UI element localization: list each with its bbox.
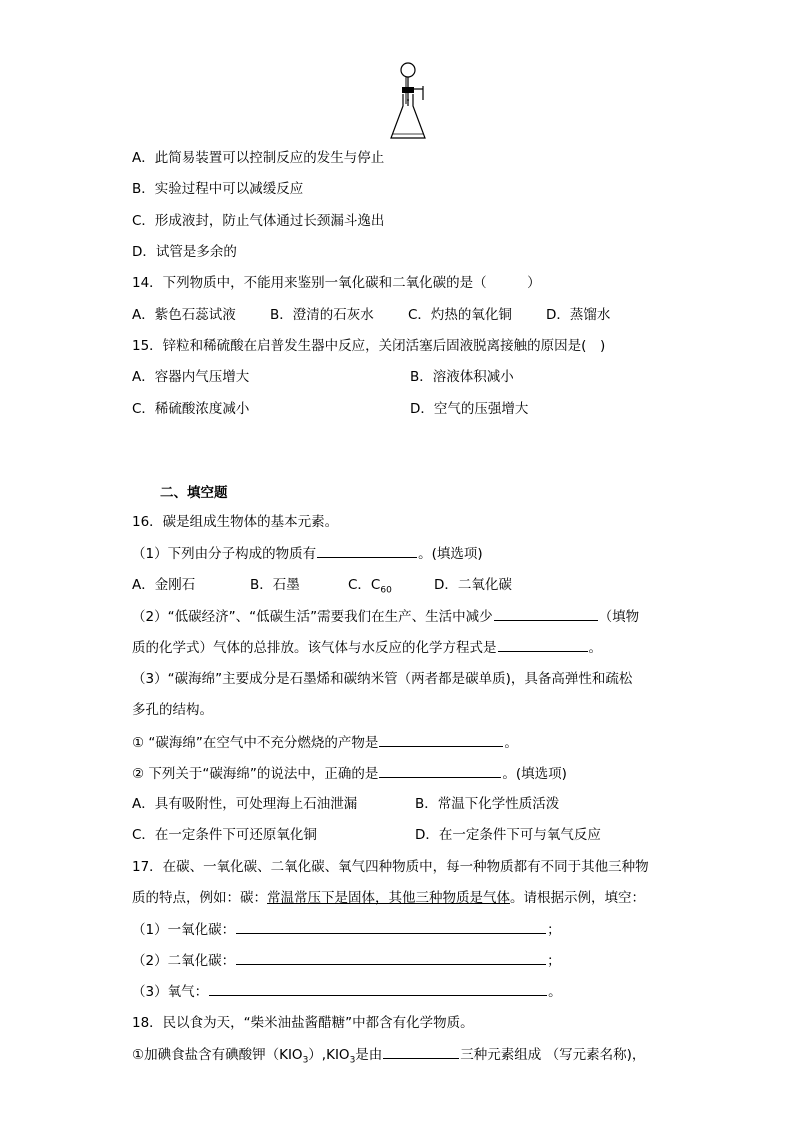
q17-item2-blank[interactable] bbox=[236, 950, 546, 965]
q16-part3-line2: 多孔的结构。 bbox=[132, 702, 213, 718]
q16-part1-option-a: A．金刚石 bbox=[132, 577, 196, 593]
q16-part1-prompt: （1）下列由分子构成的物质有 bbox=[132, 546, 317, 562]
q16-part3-option-d: D．在一定条件下可与氧气反应 bbox=[415, 827, 601, 843]
q18-stem: 18．民以食为天，“柴米油盐酱醋糖”中都含有化学物质。 bbox=[132, 1015, 474, 1031]
q16-part2-prompt2: 质的化学式）气体的总排放。该气体与水反应的化学方程式是 bbox=[132, 640, 497, 656]
q16-part3b-prompt: ② 下列关于“碳海绵”的说法中，正确的是 bbox=[132, 766, 379, 782]
q16-part1-blank[interactable] bbox=[317, 543, 417, 558]
q17-item3-label: （3）氧气： bbox=[132, 984, 209, 1000]
q18-part1 bbox=[132, 1044, 645, 1071]
q16-part1-option-d: D．二氧化碳 bbox=[434, 577, 512, 593]
q15-option-d: D．空气的压强增大 bbox=[410, 401, 529, 417]
q16-part3b bbox=[132, 763, 567, 784]
q18-part1-mid: ）,KIO bbox=[308, 1047, 350, 1063]
q16-part1-option-c-subscript: 60 bbox=[380, 585, 392, 596]
q16-part3a-end: 。 bbox=[504, 735, 518, 751]
q13-option-d: D．试管是多余的 bbox=[132, 244, 237, 260]
q18-part1-blank[interactable] bbox=[383, 1044, 459, 1059]
q14-option-c: C．灼热的氧化铜 bbox=[408, 307, 512, 323]
q17-item2 bbox=[132, 950, 561, 971]
q16-part1-option-b: B．石墨 bbox=[250, 577, 300, 593]
q16-part2-line1 bbox=[132, 606, 639, 627]
q16-part3-option-b: B．常温下化学性质活泼 bbox=[415, 796, 560, 812]
q14-options bbox=[132, 305, 610, 325]
q15-stem: 15．锌粒和稀硫酸在启普发生器中反应，关闭活塞后固液脱离接触的原因是( ) bbox=[132, 338, 606, 354]
q16-part3a-prompt: ① “碳海绵”在空气中不充分燃烧的产物是 bbox=[132, 735, 379, 751]
q16-part1-options bbox=[132, 575, 512, 601]
q16-part3b-blank[interactable] bbox=[379, 763, 501, 778]
q16-stem: 16．碳是组成生物体的基本元素。 bbox=[132, 514, 339, 530]
q16-part1-note: 。(填选项) bbox=[418, 546, 483, 562]
q16-part2-end: 。 bbox=[588, 640, 602, 656]
q17-item2-end: ； bbox=[547, 953, 561, 969]
q16-part3-option-a: A．具有吸附性，可处理海上石油泄漏 bbox=[132, 796, 358, 812]
q13-option-b: B．实验过程中可以减缓反应 bbox=[132, 181, 304, 197]
q14-option-d: D．蒸馏水 bbox=[546, 307, 611, 323]
q17-stem-line1: 17．在碳、一氧化碳、二氧化碳、氧气四种物质中，每一种物质都有不同于其他三种物 bbox=[132, 859, 649, 875]
section-title: 二、填空题 bbox=[160, 485, 228, 501]
q16-part3-line1: （3）“碳海绵”主要成分是石墨烯和碳纳米管（两者都是碳单质)，具备高弹性和疏松 bbox=[132, 671, 633, 687]
q15-option-a: A．容器内气压增大 bbox=[132, 369, 250, 385]
q16-part1-option-c bbox=[348, 575, 434, 601]
q15-option-a-row2: C．稀硫酸浓度减小 bbox=[132, 401, 250, 417]
q15-option-b: B．溶液体积减小 bbox=[410, 369, 514, 385]
q17-example-text: 常温常压下是固体，其他三种物质是气体 bbox=[267, 890, 510, 906]
q14-option-a: A．紫色石蕊试液 bbox=[132, 307, 236, 323]
q17-item1-end: ； bbox=[547, 922, 561, 938]
q17-example-prefix: 质的特点，例如：碳： bbox=[132, 890, 267, 906]
q17-stem-line2 bbox=[132, 888, 645, 908]
q16-part3a bbox=[132, 732, 518, 753]
q18-subscript-3b: 3 bbox=[349, 1055, 356, 1066]
flask-with-funnel-icon bbox=[383, 58, 443, 144]
q16-part1-option-c-text: C．C bbox=[348, 577, 381, 593]
q16-part1 bbox=[132, 543, 483, 564]
q17-item1 bbox=[132, 919, 561, 940]
q18-part1-prompt: ①加碘食盐含有碘酸钾（KIO bbox=[132, 1047, 303, 1063]
q17-instruction: 。请根据示例，填空： bbox=[510, 890, 645, 906]
q14-option-b: B．澄清的石灰水 bbox=[270, 307, 374, 323]
q13-option-c: C．形成液封，防止气体通过长颈漏斗逸出 bbox=[132, 213, 385, 229]
q17-item3-end: 。 bbox=[548, 984, 562, 1000]
q16-part2-blank2[interactable] bbox=[498, 637, 588, 652]
q17-item3 bbox=[132, 981, 562, 1002]
q16-part2-prompt: （2）“低碳经济”、“低碳生活”需要我们在生产、生活中减少 bbox=[132, 609, 493, 625]
q17-item1-blank[interactable] bbox=[236, 919, 546, 934]
q14-stem: 14．下列物质中，不能用来鉴别一氧化碳和二氧化碳的是（ ） bbox=[132, 275, 541, 291]
q17-item1-label: （1）一氧化碳： bbox=[132, 922, 236, 938]
q16-part3-option-c: C．在一定条件下可还原氧化铜 bbox=[132, 827, 317, 843]
q16-part3a-blank[interactable] bbox=[379, 732, 503, 747]
q16-part3b-note: 。(填选项) bbox=[502, 766, 567, 782]
q18-part1-mid2: 是由 bbox=[355, 1047, 383, 1063]
q13-option-a: A．此简易装置可以控制反应的发生与停止 bbox=[132, 150, 385, 166]
q16-part2-blank1[interactable] bbox=[494, 606, 598, 621]
q18-subscript-3a: 3 bbox=[302, 1055, 309, 1066]
q18-part1-note: 三种元素组成 （写元素名称)， bbox=[460, 1047, 646, 1063]
q17-item2-label: （2）二氧化碳： bbox=[132, 953, 236, 969]
q16-part2-note: （填物 bbox=[598, 609, 640, 625]
q16-part2-line2 bbox=[132, 637, 602, 658]
q17-item3-blank[interactable] bbox=[209, 981, 547, 996]
